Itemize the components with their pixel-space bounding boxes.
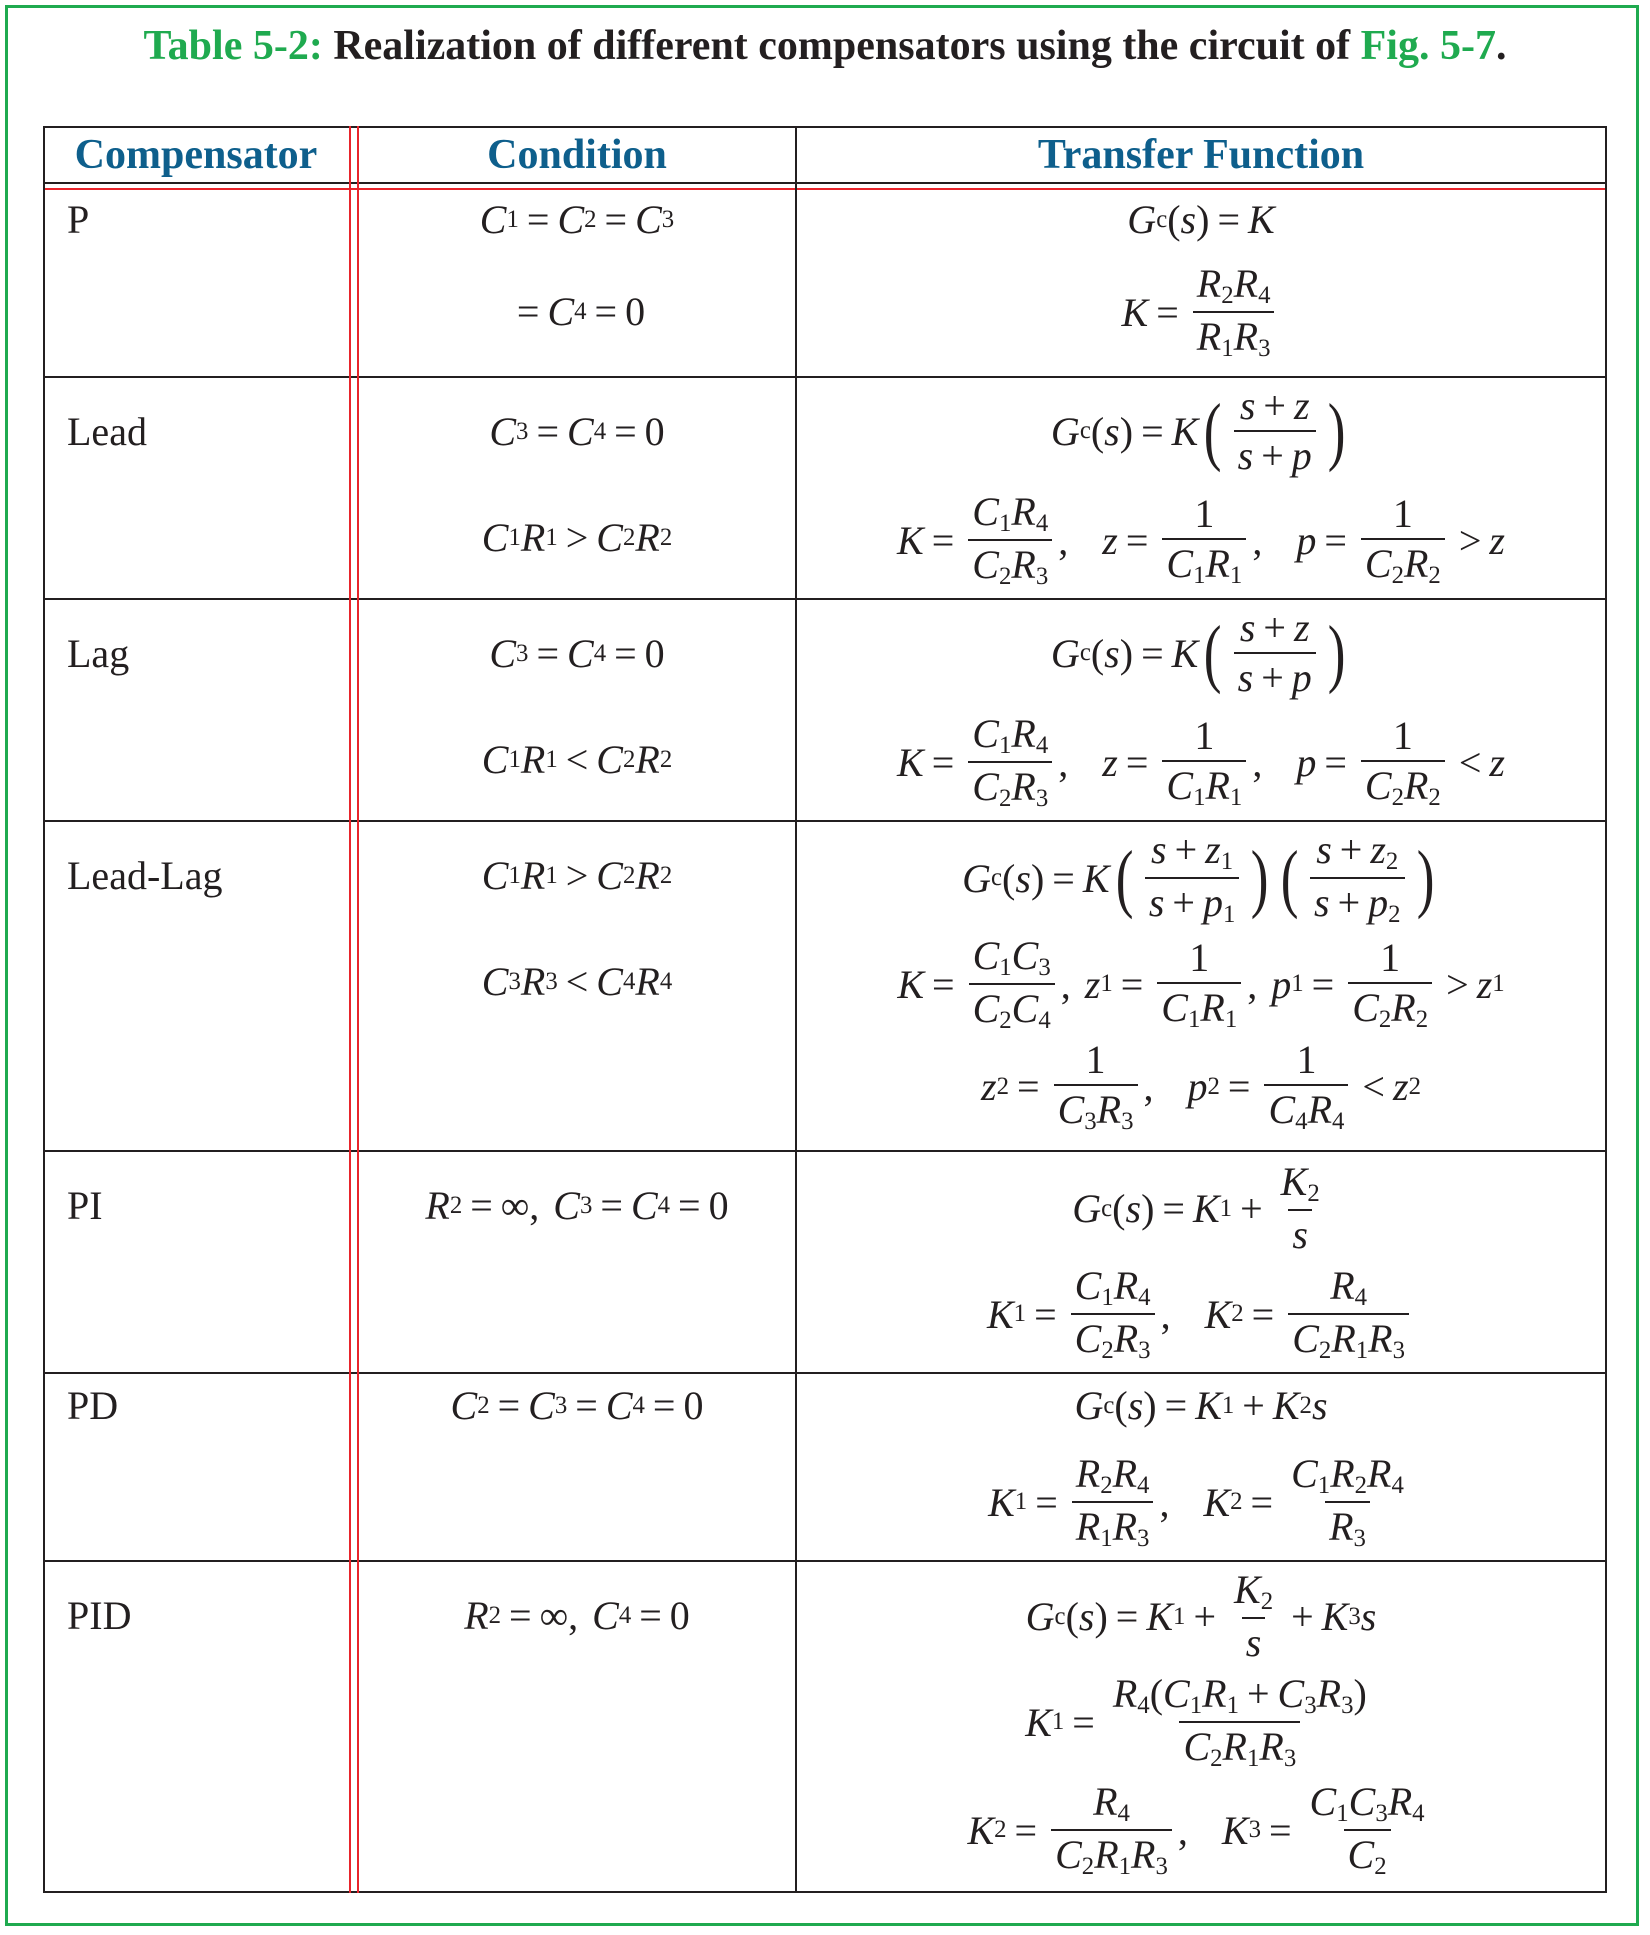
row-p-transfer-2: K = $\frac{R_2R_4}{R_1R_3}$ xyxy=(797,262,1605,363)
row-lag-condition-2: C 1 R 1 < C 2 R 2 xyxy=(481,737,673,782)
row-leadlag-transfer-2: K = $\frac{C_1C_3}{C_2C_4}$ , z 1 = $\frac{1}{C_1R_1}$ , p 1 = $\frac{1}{C_2R_2}$ > z 1 xyxy=(897,933,1505,1035)
row-lead-name: Lead xyxy=(67,409,147,454)
row-rule xyxy=(43,820,1607,822)
row-rule xyxy=(43,1150,1607,1152)
row-leadlag-condition-1: C 1 R 1 > C 2 R 2 xyxy=(481,853,673,898)
row-lead-condition-1: C 3 = C 4 = 0 xyxy=(489,409,665,454)
table-right-rule xyxy=(1605,126,1607,1893)
row-rule xyxy=(43,598,1607,600)
caption-period: . xyxy=(1495,23,1507,69)
row-pid-condition-1: R 2 = ∞, C 4 = 0 xyxy=(464,1593,690,1638)
column-red-rule xyxy=(349,126,351,1893)
header-transfer-function: Transfer Function xyxy=(1037,132,1365,178)
compensator-table xyxy=(43,126,1607,1893)
row-p-name: P xyxy=(67,197,90,242)
figure-link[interactable]: Fig. 5-7 xyxy=(1360,23,1496,69)
row-leadlag-condition-2: C 3 R 3 < C 4 R 4 xyxy=(481,959,673,1004)
caption-text: Realization of different compensators using the circuit of xyxy=(333,23,1351,69)
header-compensator: Compensator xyxy=(74,132,318,178)
row-pid-transfer-2: K 1 = $\frac{R_4(C_1R_1 + C_3R_3)}{C_2R_1R_3}$ xyxy=(1025,1671,1367,1773)
row-p-condition-2: = C 4 = 0 xyxy=(516,289,646,334)
row-lead-transfer-1: G c ( s ) = K ( s + z s + p ) xyxy=(1050,383,1346,478)
row-pd-transfer-1: G c ( s ) = K 1 + K 2 s xyxy=(1074,1383,1328,1428)
row-lead-transfer-2: K = $\frac{C_1R_4}{C_2R_3}$ , z = $\frac{1}{C_1R_1}$ , p = $\frac{1}{C_2R_2}$ > z xyxy=(897,489,1505,591)
row-pi-condition-1: R 2 = ∞, C 3 = C 4 = 0 xyxy=(425,1183,729,1228)
row-leadlag-transfer-3: z 2 = $\frac{1}{C_3R_3}$ , p 2 = $\frac{1}{C_4R_4}$ < z 2 xyxy=(981,1037,1421,1136)
row-pid-transfer-3: K 2 = $\frac{R_4}{C_2R_1R_3}$ , K 3 = $\frac{C_1C_3R_4}{C_2}$ xyxy=(967,1779,1425,1881)
row-pid-transfer-1: G c ( s ) = K 1 + $\frac{K_2}{s}$ + K 3 s xyxy=(1025,1567,1377,1666)
row-lag-transfer-1: G c ( s ) = K ( s + z s + p ) xyxy=(1050,605,1346,700)
caption-label: Table 5-2: xyxy=(143,23,323,69)
row-leadlag-transfer-1: G c ( s ) = K ( $s + z_1$ $s + p_1$ ) ( $s + z_2$ $s + p_2$ ) xyxy=(962,827,1435,929)
table-left-rule xyxy=(43,126,45,1893)
row-lead-condition-2: C 1 R 1 > C 2 R 2 xyxy=(481,515,673,560)
row-pd-transfer-2: K 1 = $\frac{R_2R_4}{R_1R_3}$ , K 2 = $\frac{C_1R_2R_4}{R_3}$ xyxy=(988,1451,1404,1553)
row-lag-condition-1: C 3 = C 4 = 0 xyxy=(489,631,665,676)
header-condition: Condition xyxy=(487,132,667,178)
row-pi-transfer-2: K 1 = $\frac{C_1R_4}{C_2R_3}$ , K 2 = $\frac{R_4}{C_2R_1R_3}$ xyxy=(797,1264,1605,1365)
row-rule xyxy=(43,376,1607,378)
row-pd-name: PD xyxy=(67,1383,119,1428)
row-lag-name: Lag xyxy=(67,631,130,676)
header-red-rule xyxy=(43,188,1607,190)
table-caption xyxy=(0,22,1650,70)
table-bottom-rule xyxy=(43,1891,1607,1893)
row-leadlag-name: Lead-Lag xyxy=(67,853,223,898)
row-pid-name: PID xyxy=(67,1593,132,1638)
row-pd-condition-1: C 2 = C 3 = C 4 = 0 xyxy=(450,1383,704,1428)
row-p-condition-1: C 1 = C 2 = C 3 xyxy=(479,197,675,242)
row-p-transfer-1: G c ( s ) = K xyxy=(1127,197,1275,242)
row-rule xyxy=(43,1372,1607,1374)
row-pi-name: PI xyxy=(67,1183,103,1228)
row-rule xyxy=(43,1560,1607,1562)
row-lag-transfer-2: K = $\frac{C_1R_4}{C_2R_3}$ , z = $\frac{1}{C_1R_1}$ , p = $\frac{1}{C_2R_2}$ < z xyxy=(897,711,1505,813)
row-pi-transfer-1: G c ( s ) = K 1 + $\frac{K_2}{s}$ xyxy=(1072,1159,1320,1258)
